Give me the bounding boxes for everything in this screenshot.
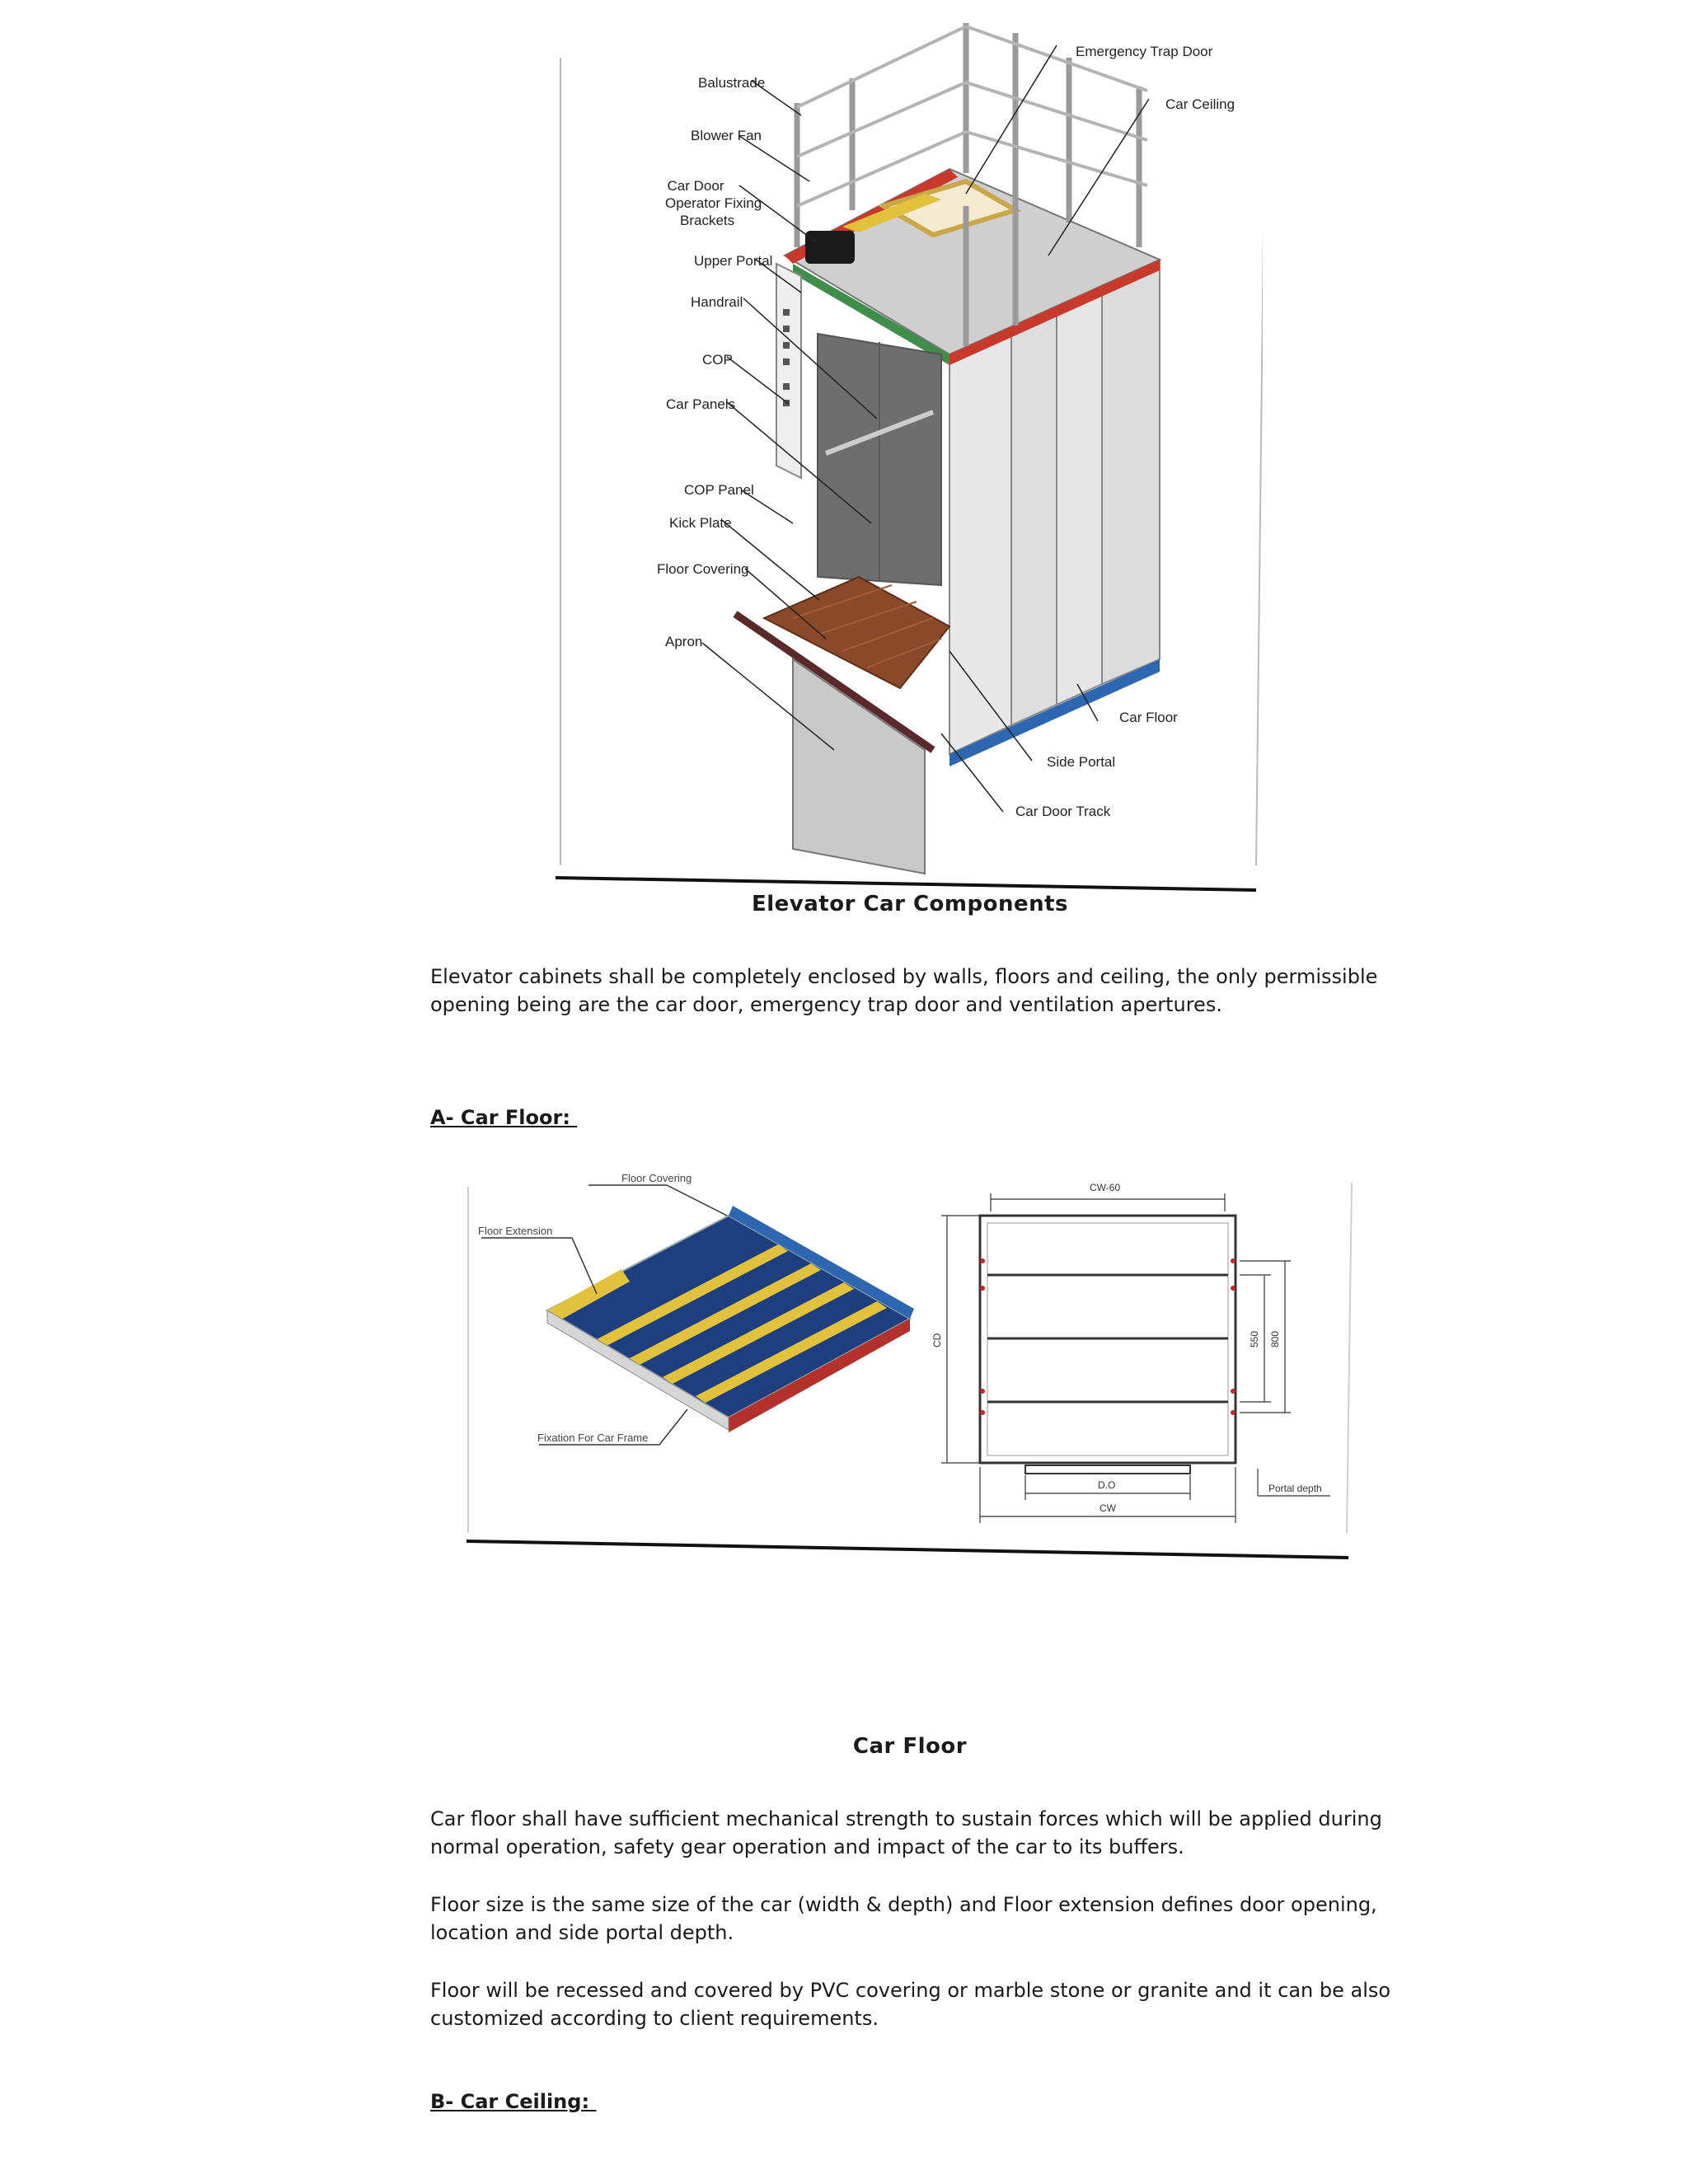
label-kick-plate: Kick Plate: [669, 515, 732, 531]
label-floor-covering: Floor Covering: [657, 561, 749, 577]
car-floor-illustration: [465, 1170, 1355, 1563]
floor-paragraph-3: Floor will be recessed and covered by PVC covering or marble stone or granite and it can be also customized according to client requirements.: [430, 1979, 1391, 2030]
elevator-car-figure: [554, 8, 1263, 898]
label-car-floor: Car Floor: [1119, 710, 1178, 725]
dim-cd: CD: [931, 1333, 943, 1347]
label-car-door-operator-line2: Operator Fixing: [665, 195, 762, 211]
fig2-label-floor-extension: Floor Extension: [478, 1225, 553, 1237]
label-apron: Apron: [665, 634, 703, 649]
dim-do: D.O: [1098, 1479, 1116, 1491]
car-floor-figure: [465, 1170, 1355, 1563]
section-b-heading: B- Car Ceiling:: [430, 2090, 597, 2113]
figure2-caption: Car Floor: [852, 1734, 968, 1759]
label-emergency-trap-door: Emergency Trap Door: [1076, 44, 1213, 59]
dim-550: 550: [1249, 1330, 1260, 1347]
label-side-portal: Side Portal: [1047, 754, 1116, 770]
dim-portal-depth: Portal depth: [1268, 1483, 1322, 1494]
label-car-door-operator-line1: Car Door: [667, 178, 724, 194]
floor-paragraph-1: Car floor shall have sufficient mechanical strength to sustain forces which will be applied during normal operation, safety gear operation and impact of the car to its buffers.: [430, 1807, 1382, 1858]
label-cop-panel: COP Panel: [684, 482, 754, 498]
floor-paragraph-2: Floor size is the same size of the car (width & depth) and Floor extension defines door opening, location and side portal depth.: [430, 1893, 1377, 1944]
intro-paragraph: Elevator cabinets shall be completely enclosed by walls, floors and ceiling, the only permissible opening being are the car door, emergency trap door and ventilation apertures.: [430, 965, 1378, 1016]
dim-cw60: CW-60: [1090, 1182, 1121, 1193]
label-blower-fan: Blower Fan: [691, 128, 762, 143]
dim-800: 800: [1269, 1330, 1281, 1347]
section-a-heading: A- Car Floor:: [430, 1106, 578, 1129]
label-upper-portal: Upper Portal: [694, 253, 773, 269]
label-car-door-track: Car Door Track: [1015, 804, 1111, 819]
fig2-label-floor-covering: Floor Covering: [621, 1172, 692, 1184]
label-car-ceiling: Car Ceiling: [1165, 96, 1236, 112]
label-handrail: Handrail: [691, 294, 743, 310]
label-car-door-operator-line3: Brackets: [680, 213, 735, 228]
label-cop: COP: [702, 352, 733, 368]
figure1-caption: Elevator Car Components: [751, 892, 1069, 916]
label-car-panels: Car Panels: [666, 396, 736, 412]
fig2-label-fixation: Fixation For Car Frame: [537, 1432, 649, 1444]
dim-cw: CW: [1100, 1502, 1116, 1514]
elevator-car-illustration: [554, 8, 1263, 898]
label-balustrade: Balustrade: [698, 75, 766, 91]
